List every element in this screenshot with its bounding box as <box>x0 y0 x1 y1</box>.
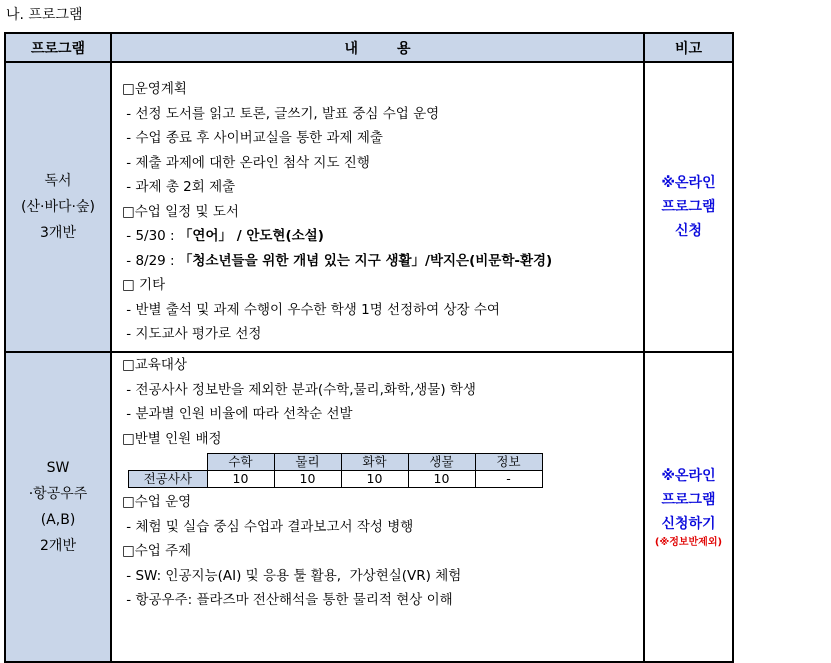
header-note: 비고 <box>644 33 733 62</box>
sw-note-line: ※온라인 <box>661 467 716 484</box>
allocation-value: 10 <box>341 471 408 488</box>
line-prefix: - 5/30 : <box>122 228 179 244</box>
sw-note-line: 프로그램 <box>661 491 716 508</box>
content-line: - 반별 출석 및 과제 수행이 우수한 학생 1명 선정하여 상장 수여 <box>122 301 500 318</box>
content-line: □ 기타 <box>122 277 166 293</box>
sw-label-line: ·항공우주 <box>28 485 88 502</box>
content-line: - 항공우주: 플라즈마 전산해석을 통한 물리적 현상 이해 <box>122 592 453 608</box>
content-line: - 제출 과제에 대한 온라인 첨삭 지도 진행 <box>122 154 370 171</box>
program-table <box>4 32 734 663</box>
sw-label-line: SW <box>46 459 70 476</box>
reading-label-line: 독서 <box>44 173 72 189</box>
sw-content <box>111 352 644 662</box>
reading-content <box>111 62 644 352</box>
sw-label <box>5 352 111 662</box>
reading-row <box>5 62 733 352</box>
content-line: - 분과별 인원 비율에 따라 선착순 선발 <box>122 406 353 422</box>
reading-label-line: (산·바다·숲) <box>21 199 95 215</box>
content-line: □수업 주제 <box>122 543 192 559</box>
allocation-header: 수학 <box>207 454 274 471</box>
content-line <box>122 249 637 274</box>
allocation-table <box>128 453 543 488</box>
header-row <box>5 33 733 62</box>
content-line: □수업 운영 <box>122 494 192 510</box>
allocation-row-label: 전공사사 <box>129 471 208 488</box>
content-line: - 체험 및 실습 중심 수업과 결과보고서 작성 병행 <box>122 518 414 535</box>
allocation-value: 10 <box>207 471 274 488</box>
sw-label-line: (A,B) <box>40 511 76 528</box>
sw-note-line: 신청하기 <box>661 515 716 532</box>
reading-note-line: 신청 <box>674 223 703 239</box>
allocation-value: 10 <box>274 471 341 488</box>
header-content: 내 용 <box>111 33 644 62</box>
content-line: - 선정 도서를 읽고 토론, 글쓰기, 발표 중심 수업 운영 <box>122 105 440 122</box>
content-line: - 전공사사 정보반을 제외한 분과(수학,물리,화학,생물) 학생 <box>122 381 476 398</box>
allocation-value: 10 <box>408 471 475 488</box>
content-line: - SW: 인공지능(AI) 및 응용 툴 활용, 가상현실(VR) 체험 <box>122 567 462 584</box>
section-title: 나. 프로그램 <box>6 7 83 23</box>
content-line: □반별 인원 배정 <box>122 430 222 447</box>
content-line: □운영계획 <box>122 81 187 97</box>
reading-note-line: 프로그램 <box>661 199 716 215</box>
book-title: 「청소년들을 위한 개념 있는 지구 생활」/박지은(비문학-환경) <box>178 252 553 269</box>
sw-note <box>644 352 733 662</box>
sw-label-line: 2개반 <box>40 537 76 554</box>
reading-label-line: 3개반 <box>40 225 76 241</box>
sw-note-small: (※정보반제외) <box>654 536 723 548</box>
content-line: □교육대상 <box>122 357 187 373</box>
content-line: - 수업 종료 후 사이버교실을 통한 과제 제출 <box>122 130 383 146</box>
reading-note-line: ※온라인 <box>661 175 716 191</box>
allocation-header-row <box>129 454 543 471</box>
allocation-row <box>129 471 543 488</box>
allocation-value: - <box>475 471 542 488</box>
sw-row <box>5 352 733 662</box>
content-line: - 지도교사 평가로 선정 <box>122 326 262 342</box>
content-line <box>122 224 637 249</box>
allocation-header: 정보 <box>475 454 542 471</box>
content-line: □수업 일정 및 도서 <box>122 203 239 220</box>
allocation-header: 화학 <box>341 454 408 471</box>
allocation-header: 물리 <box>274 454 341 471</box>
header-program: 프로그램 <box>5 33 111 62</box>
reading-note <box>644 62 733 352</box>
content-line: - 과제 총 2회 제출 <box>122 179 236 195</box>
line-prefix: - 8/29 : <box>122 252 179 269</box>
book-title: 「연어」 / 안도현(소설) <box>178 228 324 244</box>
reading-label <box>5 62 111 352</box>
allocation-corner <box>129 454 208 471</box>
allocation-header: 생물 <box>408 454 475 471</box>
